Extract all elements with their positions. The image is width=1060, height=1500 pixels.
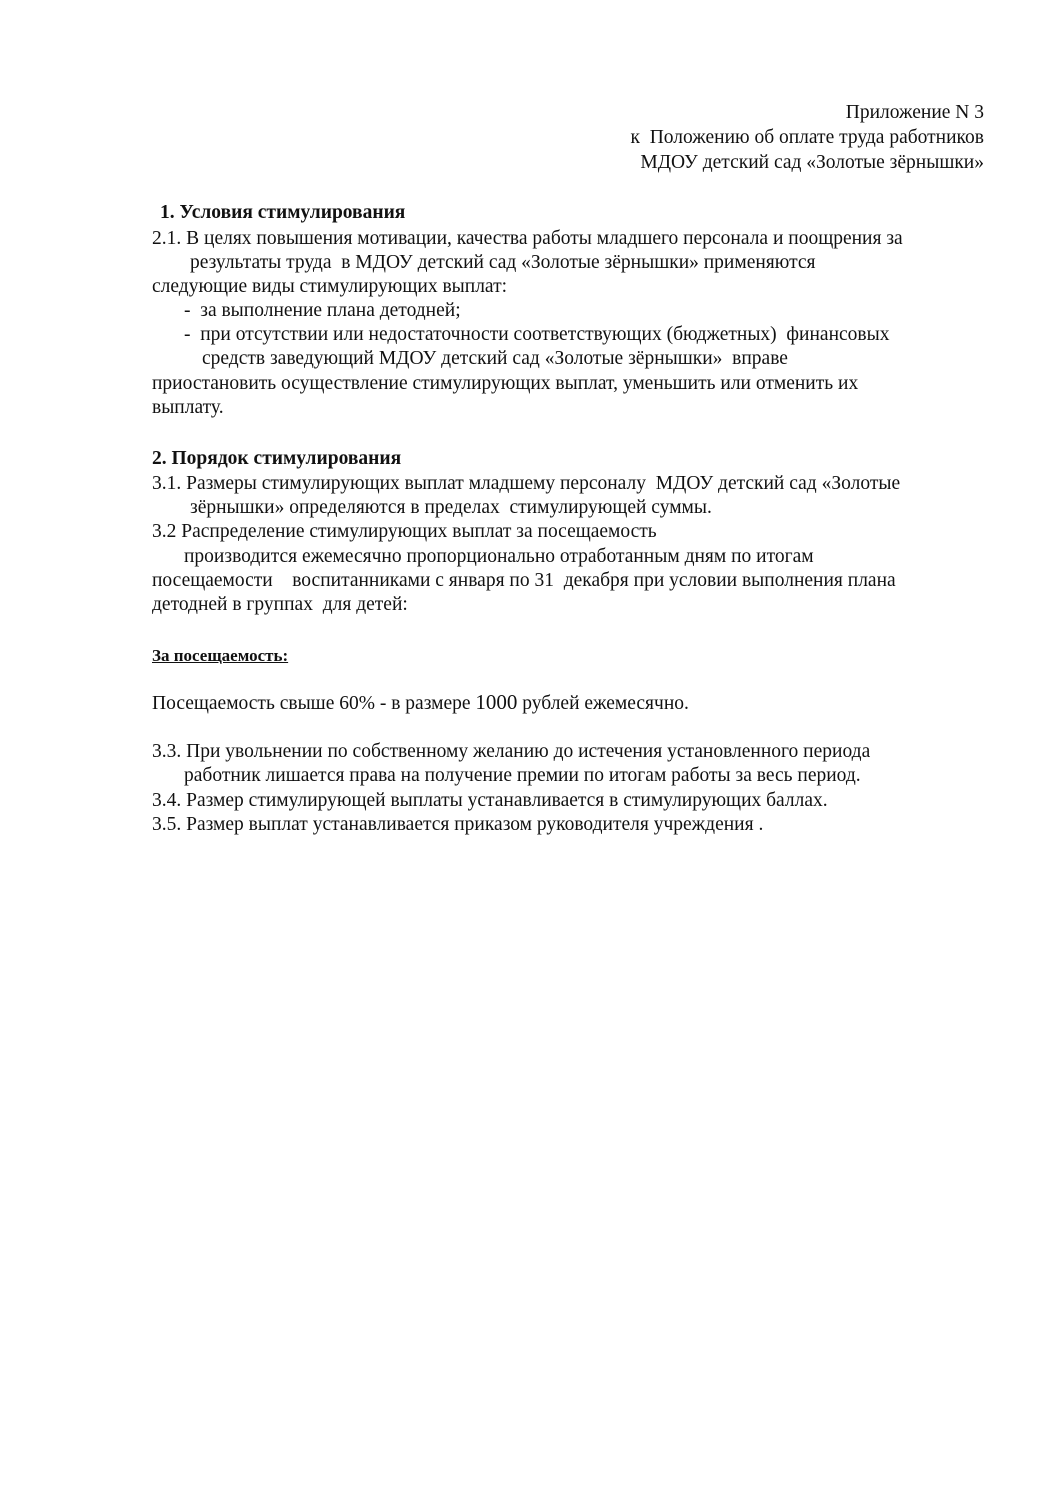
paragraph-2-1-line-1: 2.1. В целях повышения мотивации, качества работы младшего персонала и поощрения за: [152, 228, 903, 249]
paragraph-3-2-line-2: производится ежемесячно пропорционально отработанным дням по итогам: [184, 546, 814, 567]
paragraph-2-1-line-2: результаты труда в МДОУ детский сад «Золотые зёрнышки» применяются: [190, 252, 816, 273]
paragraph-3-3-line-2: работник лишается права на получение премии по итогам работы за весь период.: [184, 765, 861, 786]
list-item-funding-line-3: приостановить осуществление стимулирующих выплат, уменьшить или отменить их: [152, 373, 859, 394]
attendance-rule: [152, 690, 689, 716]
list-item-funding-line-1: - при отсутствии или недостаточности соответствующих (бюджетных) финансовых: [184, 324, 890, 345]
list-item-plan: - за выполнение плана детодней;: [184, 300, 461, 321]
section-1-title: 1. Условия стимулирования: [160, 202, 406, 223]
appendix-subtitle: к Положению об оплате труда работников: [630, 127, 984, 148]
attendance-amount: 1000: [475, 690, 518, 714]
appendix-organization: МДОУ детский сад «Золотые зёрнышки»: [640, 152, 984, 173]
paragraph-3-2-line-3: посещаемости воспитанниками с января по 31 декабря при условии выполнения плана: [152, 570, 896, 591]
paragraph-3-1-line-2: зёрнышки» определяются в пределах стимулирующей суммы.: [190, 497, 712, 518]
paragraph-2-1-line-3: следующие виды стимулирующих выплат:: [152, 276, 508, 297]
section-2-title: 2. Порядок стимулирования: [152, 448, 402, 469]
attendance-rule-prefix: Посещаемость свыше 60% - в размере: [152, 693, 476, 714]
paragraph-3-2-line-4: детодней в группах для детей:: [152, 594, 408, 615]
paragraph-3-3-line-1: 3.3. При увольнении по собственному желанию до истечения установленного периода: [152, 741, 871, 762]
paragraph-3-5: 3.5. Размер выплат устанавливается приказом руководителя учреждения .: [152, 814, 764, 835]
list-item-funding-line-2: средств заведующий МДОУ детский сад «Золотые зёрнышки» вправе: [202, 348, 788, 369]
attendance-rule-suffix: рублей ежемесячно.: [517, 693, 689, 714]
attendance-heading: За посещаемость:: [152, 646, 289, 665]
paragraph-3-1-line-1: 3.1. Размеры стимулирующих выплат младшему персоналу МДОУ детский сад «Золотые: [152, 473, 901, 494]
appendix-number: Приложение N 3: [845, 102, 984, 123]
list-item-funding-line-4: выплату.: [152, 397, 224, 418]
paragraph-3-2-line-1: 3.2 Распределение стимулирующих выплат за посещаемость: [152, 521, 657, 542]
paragraph-3-4: 3.4. Размер стимулирующей выплаты устанавливается в стимулирующих баллах.: [152, 790, 828, 811]
